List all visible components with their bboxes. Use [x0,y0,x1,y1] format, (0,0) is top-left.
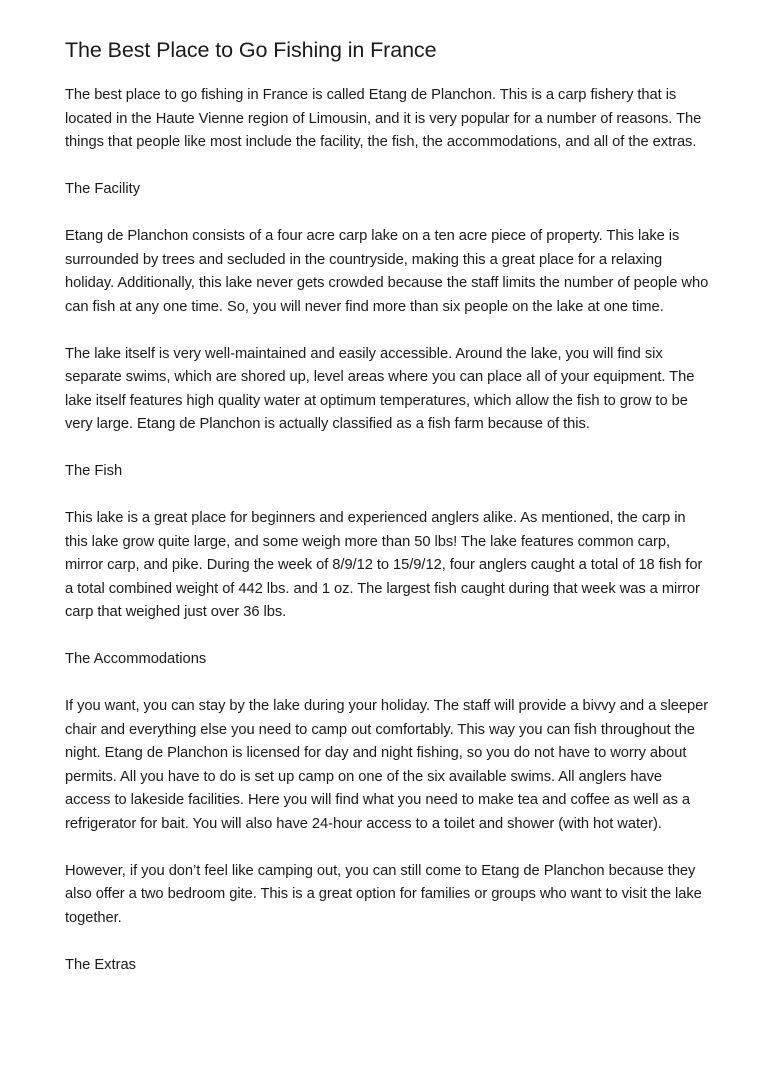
section-heading-accommodations: The Accommodations [65,651,207,667]
page-title: The Best Place to Go Fishing in France [65,38,437,62]
section-heading-extras: The Extras [65,956,137,973]
section-heading-facility: The Facility [65,181,141,197]
section-heading-fish: The Fish [65,463,123,479]
accommodations-paragraph-2: However, if you don’t feel like camping out, you can still come to Etang de Planchon because they also offer a two bedroom gite. This is a great option for families or groups who want to visit the lake together. [65,862,702,926]
accommodations-paragraph-1: If you want, you can stay by the lake during your holiday. The staff will provide a bivvy and a sleeper chair and everything else you need to camp out comfortably. This way you can fish throughout the night. Etang de Planchon is licensed for day and night fishing, so you do not have to worry about permits. All you have to do is set up camp on one of the six available swims. All anglers have access to lakeside facilities. Here you will find what you need to make tea and coffee as well as a refrigerator for bait. You will also have 24-hour access to a toilet and shower (with hot water). [65,698,709,832]
facility-paragraph-1: Etang de Planchon consists of a four acre carp lake on a ten acre piece of property. This lake is surrounded by trees and secluded in the countryside, making this a great place for a relaxing holiday. Additionally, this lake never gets crowded because the staff limits the number of people who can fish at any one time. So, you will never find more than six people on the lake at one time. [65,228,709,315]
intro-paragraph: The best place to go fishing in France is called Etang de Planchon. This is a carp fishery that is located in the Haute Vienne region of Limousin, and it is very popular for a number of reasons. The things that people like most include the facility, the fish, the accommodations, and all of the extras. [65,87,702,150]
facility-paragraph-2: The lake itself is very well-maintained and easily accessible. Around the lake, you will find six separate swims, which are shored up, level areas where you can place all of your equipment. The lake itself features high quality water at optimum temperatures, which allow the fish to grow to be very large. Etang de Planchon is actually classified as a fish farm because of this. [65,345,695,432]
document-page [65,36,710,1001]
fish-paragraph-1: This lake is a great place for beginners and experienced anglers alike. As mentioned, the carp in this lake grow quite large, and some weigh more than 50 lbs! The lake features common carp, mirror carp, and pike. During the week of 8/9/12 to 15/9/12, four anglers caught a total of 18 fish for a total combined weight of 442 lbs. and 1 oz. The largest fish caught during that week was a mirror carp that weighed just over 36 lbs. [65,510,703,620]
